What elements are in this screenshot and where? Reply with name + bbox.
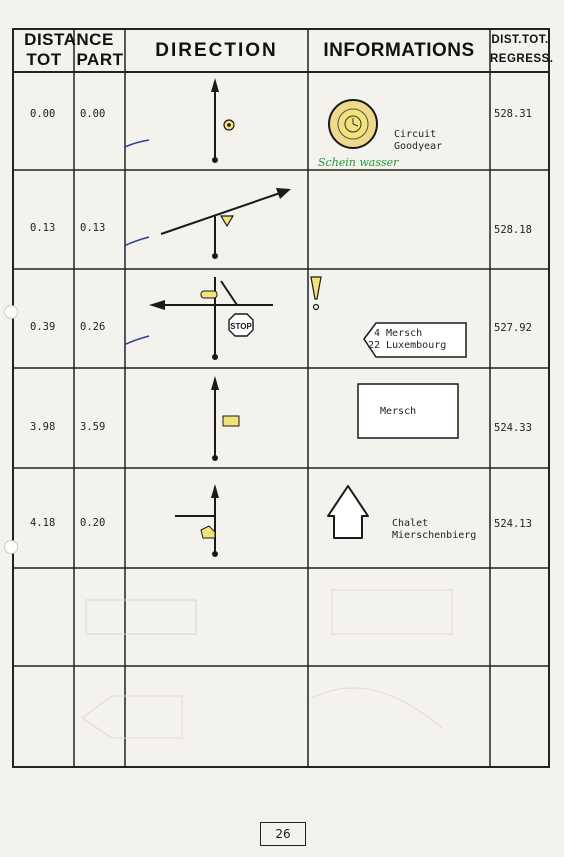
header-direction: DIRECTION (155, 40, 278, 61)
row5-info-line1: Chalet (392, 518, 429, 529)
row5-regress: 524.13 (494, 518, 532, 530)
faint-show-through (12, 568, 550, 768)
row1-part: 0.00 (80, 108, 106, 120)
row5-tot: 4.18 (30, 517, 56, 529)
page-number: 26 (260, 822, 306, 846)
row3-part: 0.26 (80, 321, 106, 333)
row2-part: 0.13 (80, 222, 106, 234)
punch-hole-top (4, 305, 18, 319)
header-tot: TOT (26, 50, 62, 69)
roadbook-table (12, 28, 554, 768)
header-informations: INFORMATIONS (323, 40, 475, 61)
row3-regress: 527.92 (494, 322, 532, 334)
row1-info-line2: Goodyear (394, 141, 443, 152)
row3-direction-diagram (125, 269, 308, 368)
row4-direction-diagram (125, 368, 308, 468)
row5-info-line2: Mierschenbierg (392, 530, 477, 541)
row1-handwritten-note: Schein wasser (318, 156, 399, 169)
punch-hole-bottom (4, 540, 18, 554)
header-regress: REGRESS. (490, 53, 554, 65)
row1-info-line1: Circuit (394, 129, 437, 140)
row4-tot: 3.98 (30, 421, 56, 433)
row1-direction-diagram (125, 72, 308, 170)
row1-regress: 528.31 (494, 108, 532, 120)
row3-tot: 0.39 (30, 321, 56, 333)
row4-regress: 524.33 (494, 422, 532, 434)
row3-stop-sign: STOP (230, 322, 252, 331)
row4-info-place-sign (308, 368, 490, 468)
row3-info-warning-sign (308, 269, 490, 368)
row3-sign-line2: 22 Luxembourg (368, 340, 447, 351)
row2-regress: 528.18 (494, 224, 532, 236)
row2-tot: 0.13 (30, 222, 56, 234)
header-distance: DISTANCE (24, 30, 114, 49)
row1-tot: 0.00 (30, 108, 56, 120)
row4-part: 3.59 (80, 421, 106, 433)
header-dist-tot: DIST.TOT. (491, 34, 549, 46)
header-part: PART (76, 50, 124, 69)
row4-info-box: Mersch (380, 406, 417, 417)
row5-direction-diagram (125, 468, 308, 568)
row2-direction-diagram (125, 170, 308, 269)
row5-part: 0.20 (80, 517, 106, 529)
row3-sign-line1: 4 Mersch (374, 328, 423, 339)
